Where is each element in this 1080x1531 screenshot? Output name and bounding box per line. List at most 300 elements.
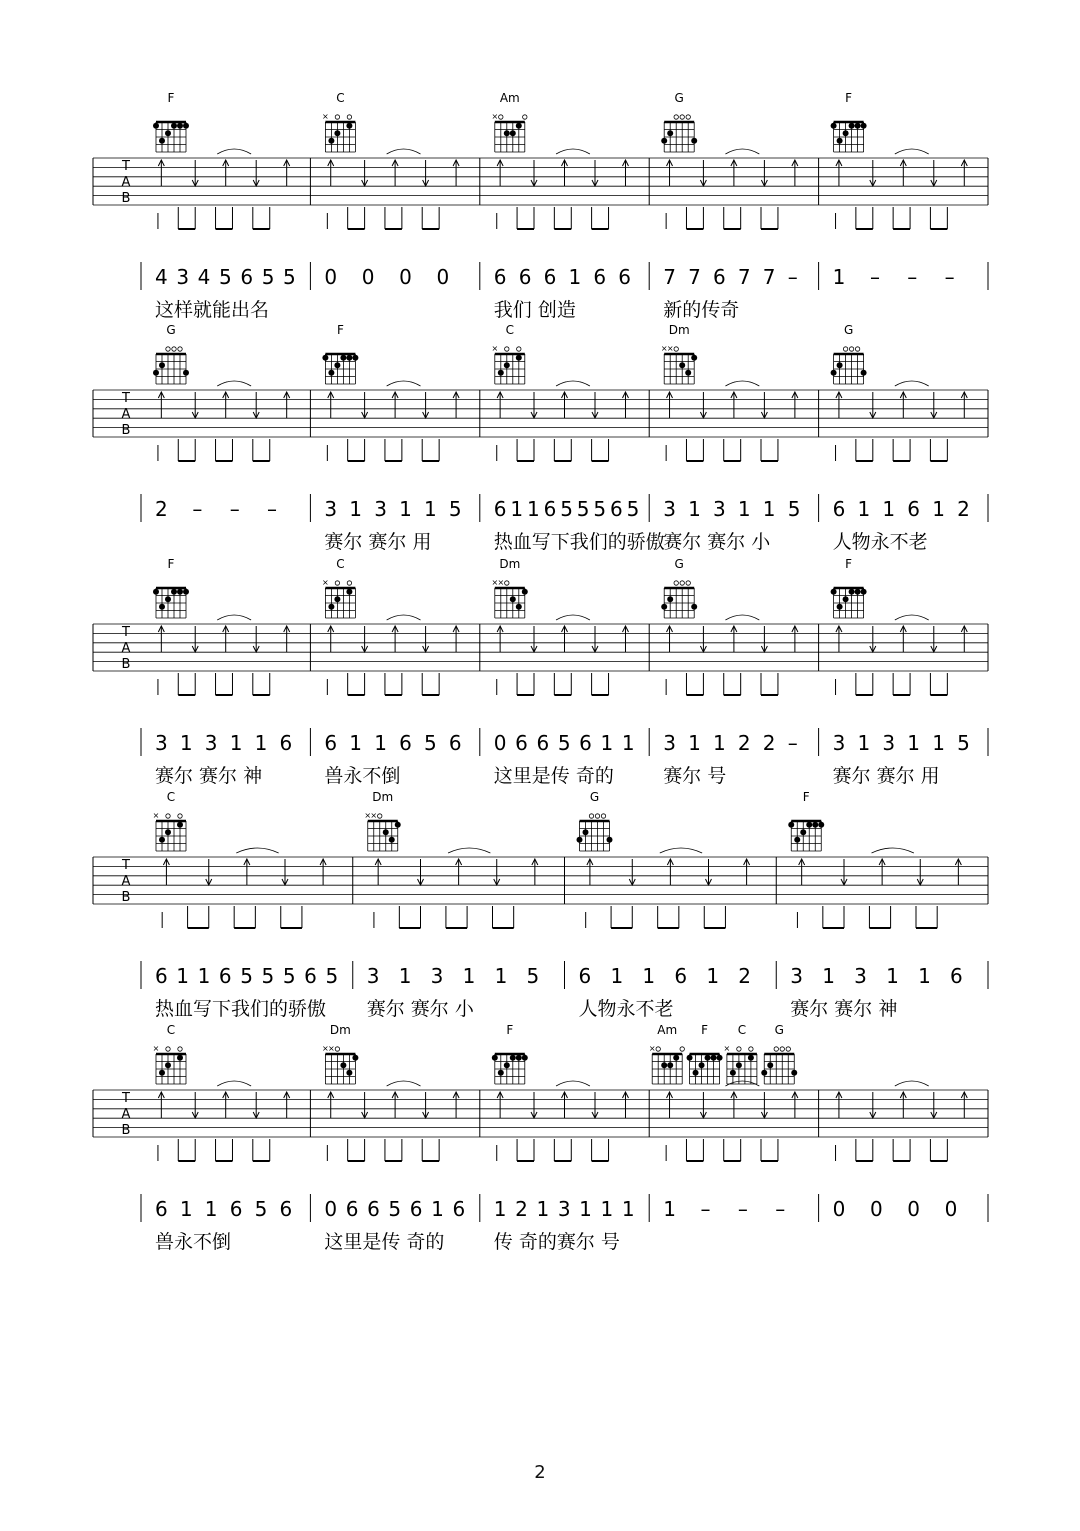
finger-dot-icon <box>705 1055 711 1061</box>
open-string-icon <box>335 1047 339 1051</box>
jianpu-note: – <box>787 265 798 289</box>
finger-dot-icon <box>159 837 165 843</box>
lyric-text: 新的传奇 <box>663 299 740 321</box>
jianpu-note: 3 <box>663 731 676 755</box>
jianpu-note: 6 <box>536 731 550 755</box>
jianpu-note: 1 <box>431 1197 444 1221</box>
lyric-text: 这里是传 奇的 <box>493 765 614 787</box>
chord-name: G <box>674 557 684 571</box>
finger-dot-icon <box>812 822 818 828</box>
finger-dot-icon <box>516 123 522 129</box>
jianpu-note: 4 <box>155 265 168 289</box>
open-string-icon <box>680 1047 684 1051</box>
finger-dot-icon <box>340 1062 346 1068</box>
open-string-icon <box>674 347 678 351</box>
open-string-icon <box>849 347 853 351</box>
chord-diagram <box>661 557 697 618</box>
finger-dot-icon <box>831 123 837 129</box>
finger-dot-icon <box>837 138 843 144</box>
jianpu-note: 6 <box>610 497 623 521</box>
open-string-icon <box>335 581 339 585</box>
jianpu-note: 5 <box>325 964 339 988</box>
open-string-icon <box>178 347 182 351</box>
finger-dot-icon <box>800 829 806 835</box>
open-string-icon <box>505 347 509 351</box>
finger-dot-icon <box>843 130 849 136</box>
muted-string-icon: × <box>723 1044 731 1053</box>
lyric-text: 赛尔 号 <box>663 765 727 787</box>
jianpu-note: – <box>944 265 955 289</box>
chord-name: G <box>589 790 600 804</box>
finger-dot-icon <box>667 1062 673 1068</box>
open-string-icon <box>786 1047 790 1051</box>
tie-arc <box>725 1081 759 1086</box>
jianpu-note: 6 <box>515 731 528 755</box>
jianpu-note: 6 <box>218 964 232 988</box>
finger-dot-icon <box>328 138 334 144</box>
jianpu-note: 5 <box>219 265 232 289</box>
jianpu-note: 1 <box>600 1197 614 1221</box>
finger-dot-icon <box>516 355 522 361</box>
finger-dot-icon <box>661 604 667 610</box>
lyric-text: 兽永不倒 <box>324 765 401 787</box>
tie-arc <box>895 615 929 620</box>
muted-string-icon: × <box>152 811 160 820</box>
muted-string-icon: × <box>648 1044 656 1053</box>
finger-dot-icon <box>679 362 685 368</box>
muted-string-icon: × <box>152 1044 160 1053</box>
tab-clef-letter: B <box>121 657 131 672</box>
finger-dot-icon <box>334 596 340 602</box>
finger-dot-icon <box>383 829 389 835</box>
jianpu-note: 2 <box>762 731 776 755</box>
finger-dot-icon <box>504 362 510 368</box>
jianpu-note: 1 <box>374 731 387 755</box>
chord-name: C <box>505 323 514 337</box>
jianpu-note: 6 <box>618 265 632 289</box>
jianpu-note: 6 <box>578 964 592 988</box>
jianpu-note: 1 <box>621 731 635 755</box>
finger-dot-icon <box>522 1055 528 1061</box>
finger-dot-icon <box>831 370 837 376</box>
finger-dot-icon <box>717 1055 723 1061</box>
chord-name: G <box>843 323 854 337</box>
finger-dot-icon <box>843 596 849 602</box>
finger-dot-icon <box>153 589 159 595</box>
tie-arc <box>895 1081 929 1086</box>
jianpu-note: 0 <box>869 1197 883 1221</box>
finger-dot-icon <box>855 123 861 129</box>
jianpu-note: 6 <box>713 265 726 289</box>
finger-dot-icon <box>711 1055 717 1061</box>
finger-dot-icon <box>153 370 159 376</box>
chord-diagram <box>724 1023 757 1084</box>
tab-clef-letter: A <box>121 1107 131 1122</box>
jianpu-note: 6 <box>452 1197 466 1221</box>
jianpu-note: 0 <box>399 265 412 289</box>
jianpu-note: 1 <box>462 964 476 988</box>
open-string-icon <box>347 581 351 585</box>
tie-arc <box>556 381 590 386</box>
jianpu-note: 5 <box>593 497 607 521</box>
open-string-icon <box>178 1047 182 1051</box>
jianpu-note: 3 <box>713 497 726 521</box>
jianpu-note: 6 <box>240 265 254 289</box>
jianpu-note: 3 <box>663 497 676 521</box>
tie-arc <box>387 381 421 386</box>
tab-clef-letter: T <box>122 1091 130 1106</box>
finger-dot-icon <box>165 1062 171 1068</box>
jianpu-note: 5 <box>448 497 462 521</box>
muted-string-icon: × <box>497 578 505 587</box>
chord-diagram <box>153 1023 186 1084</box>
finger-dot-icon <box>577 837 583 843</box>
open-string-icon <box>601 814 605 818</box>
tab-clef-letter: B <box>121 890 131 905</box>
finger-dot-icon <box>849 123 855 129</box>
system-4 <box>93 790 988 1020</box>
finger-dot-icon <box>395 822 401 828</box>
jianpu-note: 1 <box>663 1197 676 1221</box>
jianpu-note: 1 <box>886 964 899 988</box>
tie-arc <box>236 848 278 853</box>
tie-arc <box>217 615 251 620</box>
jianpu-note: 5 <box>282 964 296 988</box>
jianpu-note: 5 <box>526 964 540 988</box>
jianpu-note: 5 <box>626 497 640 521</box>
lyric-text: 赛尔 赛尔 用 <box>832 765 940 787</box>
jianpu-note: 2 <box>738 964 752 988</box>
jianpu-note: 3 <box>854 964 867 988</box>
system-1 <box>93 91 988 321</box>
jianpu-note: 5 <box>957 731 970 755</box>
jianpu-note: 5 <box>388 1197 402 1221</box>
tab-clef-letter: A <box>121 641 131 656</box>
finger-dot-icon <box>340 355 346 361</box>
chord-diagram <box>661 91 697 152</box>
finger-dot-icon <box>691 604 697 610</box>
jianpu-note: 1 <box>822 964 835 988</box>
jianpu-note: 1 <box>568 265 582 289</box>
jianpu-note: 6 <box>832 497 846 521</box>
jianpu-note: 1 <box>579 1197 592 1221</box>
tie-arc <box>387 1081 421 1086</box>
jianpu-note: 5 <box>261 265 275 289</box>
jianpu-note: 1 <box>399 497 412 521</box>
open-string-icon <box>172 347 176 351</box>
jianpu-note: 0 <box>436 265 450 289</box>
chord-name: G <box>774 1023 784 1037</box>
finger-dot-icon <box>346 1070 352 1076</box>
finger-dot-icon <box>346 589 352 595</box>
jianpu-note: 1 <box>688 731 701 755</box>
finger-dot-icon <box>849 589 855 595</box>
chord-diagram <box>661 323 697 384</box>
chord-diagram <box>761 1023 797 1084</box>
jianpu-note: 0 <box>944 1197 958 1221</box>
open-string-icon <box>178 814 182 818</box>
open-string-icon <box>680 581 684 585</box>
jianpu-note: 6 <box>518 265 532 289</box>
finger-dot-icon <box>165 829 171 835</box>
finger-dot-icon <box>165 596 171 602</box>
lyric-text: 传 奇的赛尔 号 <box>493 1231 620 1253</box>
open-string-icon <box>674 115 678 119</box>
muted-string-icon: × <box>322 1044 329 1053</box>
finger-dot-icon <box>159 138 165 144</box>
chord-name: G <box>166 323 176 337</box>
finger-dot-icon <box>861 123 867 129</box>
jianpu-note: 6 <box>345 1197 359 1221</box>
jianpu-note: 6 <box>493 497 507 521</box>
chord-name: F <box>167 91 175 105</box>
tie-arc <box>387 615 421 620</box>
muted-string-icon: × <box>364 811 372 820</box>
chord-name: F <box>167 557 175 571</box>
jianpu-note: 6 <box>543 497 557 521</box>
chord-name: C <box>166 1023 176 1037</box>
jianpu-note: 1 <box>398 964 412 988</box>
finger-dot-icon <box>352 1055 358 1061</box>
jianpu-note: 6 <box>155 964 168 988</box>
chord-name: F <box>506 1023 514 1037</box>
jianpu-note: 1 <box>179 1197 193 1221</box>
open-string-icon <box>347 115 351 119</box>
finger-dot-icon <box>691 355 697 361</box>
finger-dot-icon <box>831 589 837 595</box>
jianpu-note: 1 <box>642 964 656 988</box>
finger-dot-icon <box>687 1055 693 1061</box>
finger-dot-icon <box>806 822 812 828</box>
tie-arc <box>217 149 251 154</box>
finger-dot-icon <box>177 1055 183 1061</box>
finger-dot-icon <box>322 355 328 361</box>
open-string-icon <box>499 115 503 119</box>
tie-arc <box>556 615 590 620</box>
finger-dot-icon <box>498 1070 504 1076</box>
open-string-icon <box>523 115 527 119</box>
finger-dot-icon <box>736 1062 742 1068</box>
open-string-icon <box>595 814 599 818</box>
finger-dot-icon <box>767 1062 773 1068</box>
jianpu-note: 6 <box>950 964 963 988</box>
finger-dot-icon <box>699 1062 705 1068</box>
finger-dot-icon <box>788 822 794 828</box>
jianpu-note: – <box>869 265 880 289</box>
tie-arc <box>725 381 759 386</box>
finger-dot-icon <box>389 837 395 843</box>
finger-dot-icon <box>522 589 528 595</box>
lyric-text: 我们 创造 <box>493 299 576 321</box>
finger-dot-icon <box>328 370 334 376</box>
finger-dot-icon <box>177 123 183 129</box>
jianpu-note: 7 <box>663 265 676 289</box>
jianpu-note: 1 <box>536 1197 550 1221</box>
jianpu-note: 7 <box>688 265 701 289</box>
tie-arc <box>556 149 590 154</box>
jianpu-note: 5 <box>261 964 275 988</box>
open-string-icon <box>686 115 690 119</box>
chord-diagram <box>831 323 867 384</box>
tie-arc <box>217 1081 251 1086</box>
system-3 <box>93 557 988 787</box>
jianpu-note: 6 <box>409 1197 423 1221</box>
jianpu-note: 7 <box>737 265 751 289</box>
chord-diagram <box>322 1023 358 1084</box>
chord-name: Am <box>657 1023 678 1037</box>
chord-diagram <box>831 557 867 618</box>
jianpu-note: 1 <box>713 731 726 755</box>
jianpu-note: 3 <box>374 497 387 521</box>
jianpu-note: 1 <box>832 265 846 289</box>
jianpu-note: – <box>787 731 798 755</box>
open-string-icon <box>843 347 847 351</box>
jianpu-note: 1 <box>932 497 945 521</box>
tab-clef-letter: T <box>122 159 130 174</box>
finger-dot-icon <box>516 604 522 610</box>
tie-arc <box>895 381 929 386</box>
jianpu-note: – <box>907 265 918 289</box>
tie-arc <box>448 848 490 853</box>
jianpu-note: 3 <box>790 964 803 988</box>
jianpu-note: 7 <box>762 265 776 289</box>
finger-dot-icon <box>583 829 589 835</box>
finger-dot-icon <box>346 355 352 361</box>
chord-diagram <box>577 790 613 851</box>
jianpu-note: 6 <box>399 731 412 755</box>
finger-dot-icon <box>693 1070 699 1076</box>
chord-diagram <box>153 557 189 618</box>
open-string-icon <box>774 1047 778 1051</box>
chord-name: Dm <box>668 323 690 337</box>
jianpu-note: 0 <box>324 265 338 289</box>
jianpu-note: 1 <box>349 497 363 521</box>
chord-diagram <box>491 91 527 152</box>
finger-dot-icon <box>818 822 824 828</box>
finger-dot-icon <box>794 837 800 843</box>
jianpu-note: – <box>267 497 278 521</box>
chord-diagram <box>788 790 824 851</box>
jianpu-note: 0 <box>907 1197 921 1221</box>
finger-dot-icon <box>492 1055 498 1061</box>
jianpu-note: 6 <box>324 731 338 755</box>
chord-name: C <box>737 1023 747 1037</box>
finger-dot-icon <box>498 370 504 376</box>
muted-string-icon: × <box>660 344 668 353</box>
jianpu-note: 6 <box>907 497 921 521</box>
finger-dot-icon <box>661 1062 667 1068</box>
jianpu-note: 2 <box>737 731 751 755</box>
jianpu-note: 5 <box>283 265 296 289</box>
lyric-text: 人物永不老 <box>832 531 928 553</box>
finger-dot-icon <box>177 822 183 828</box>
jianpu-note: 3 <box>324 497 338 521</box>
chord-diagram <box>492 1023 528 1084</box>
jianpu-note: 5 <box>576 497 590 521</box>
finger-dot-icon <box>165 130 171 136</box>
finger-dot-icon <box>159 1070 165 1076</box>
lyric-text: 兽永不倒 <box>155 1231 232 1253</box>
jianpu-note: 3 <box>366 964 380 988</box>
open-string-icon <box>680 115 684 119</box>
jianpu-note: 3 <box>882 731 896 755</box>
tab-clef-letter: B <box>121 1123 131 1138</box>
finger-dot-icon <box>334 130 340 136</box>
tie-arc <box>872 848 914 853</box>
chord-diagram <box>687 1023 723 1084</box>
muted-string-icon: × <box>370 811 378 820</box>
open-string-icon <box>589 814 593 818</box>
jianpu-note: 6 <box>579 731 592 755</box>
jianpu-note: 3 <box>155 731 168 755</box>
finger-dot-icon <box>171 589 177 595</box>
tab-clef-letter: B <box>121 423 131 438</box>
jianpu-note: 5 <box>254 1197 268 1221</box>
jianpu-note: 1 <box>349 731 363 755</box>
open-string-icon <box>674 581 678 585</box>
jianpu-note: 1 <box>179 731 193 755</box>
finger-dot-icon <box>516 1055 522 1061</box>
open-string-icon <box>780 1047 784 1051</box>
finger-dot-icon <box>510 1055 516 1061</box>
chord-diagram <box>322 557 355 618</box>
lyric-text: 热血写下我们的骄傲 <box>493 531 665 553</box>
jianpu-note: 1 <box>932 731 945 755</box>
jianpu-note: 6 <box>229 1197 243 1221</box>
jianpu-note: – <box>737 1197 748 1221</box>
jianpu-note: 1 <box>494 964 508 988</box>
open-string-icon <box>656 1047 660 1051</box>
jianpu-note: 1 <box>600 731 614 755</box>
jianpu-note: 2 <box>515 1197 528 1221</box>
lyric-text: 赛尔 赛尔 神 <box>790 998 898 1020</box>
open-string-icon <box>517 347 521 351</box>
finger-dot-icon <box>183 123 189 129</box>
jianpu-note: 3 <box>557 1197 571 1221</box>
muted-string-icon: × <box>491 578 499 587</box>
open-string-icon <box>166 1047 170 1051</box>
lyric-text: 赛尔 赛尔 用 <box>324 531 432 553</box>
finger-dot-icon <box>748 1055 754 1061</box>
jianpu-note: 6 <box>279 1197 293 1221</box>
finger-dot-icon <box>837 362 843 368</box>
jianpu-note: 3 <box>176 265 190 289</box>
tie-arc <box>217 381 251 386</box>
lyric-text: 赛尔 赛尔 小 <box>366 998 474 1020</box>
open-string-icon <box>335 115 339 119</box>
finger-dot-icon <box>861 370 867 376</box>
chord-name: Dm <box>499 557 521 571</box>
chord-diagram <box>322 91 355 152</box>
open-string-icon <box>166 347 170 351</box>
jianpu-note: 6 <box>543 265 557 289</box>
lyric-text: 赛尔 赛尔 神 <box>155 765 263 787</box>
chord-name: F <box>336 323 344 337</box>
jianpu-note: 5 <box>240 964 253 988</box>
finger-dot-icon <box>328 604 334 610</box>
jianpu-note: 0 <box>324 1197 338 1221</box>
finger-dot-icon <box>791 1070 797 1076</box>
chord-name: F <box>845 557 853 571</box>
lyric-text: 人物永不老 <box>578 998 674 1020</box>
jianpu-note: 1 <box>706 964 720 988</box>
jianpu-note: 5 <box>557 731 571 755</box>
system-5 <box>93 1023 988 1253</box>
lyric-text: 这样就能出名 <box>155 299 270 321</box>
finger-dot-icon <box>159 604 165 610</box>
chord-name: Am <box>499 91 520 105</box>
finger-dot-icon <box>661 138 667 144</box>
